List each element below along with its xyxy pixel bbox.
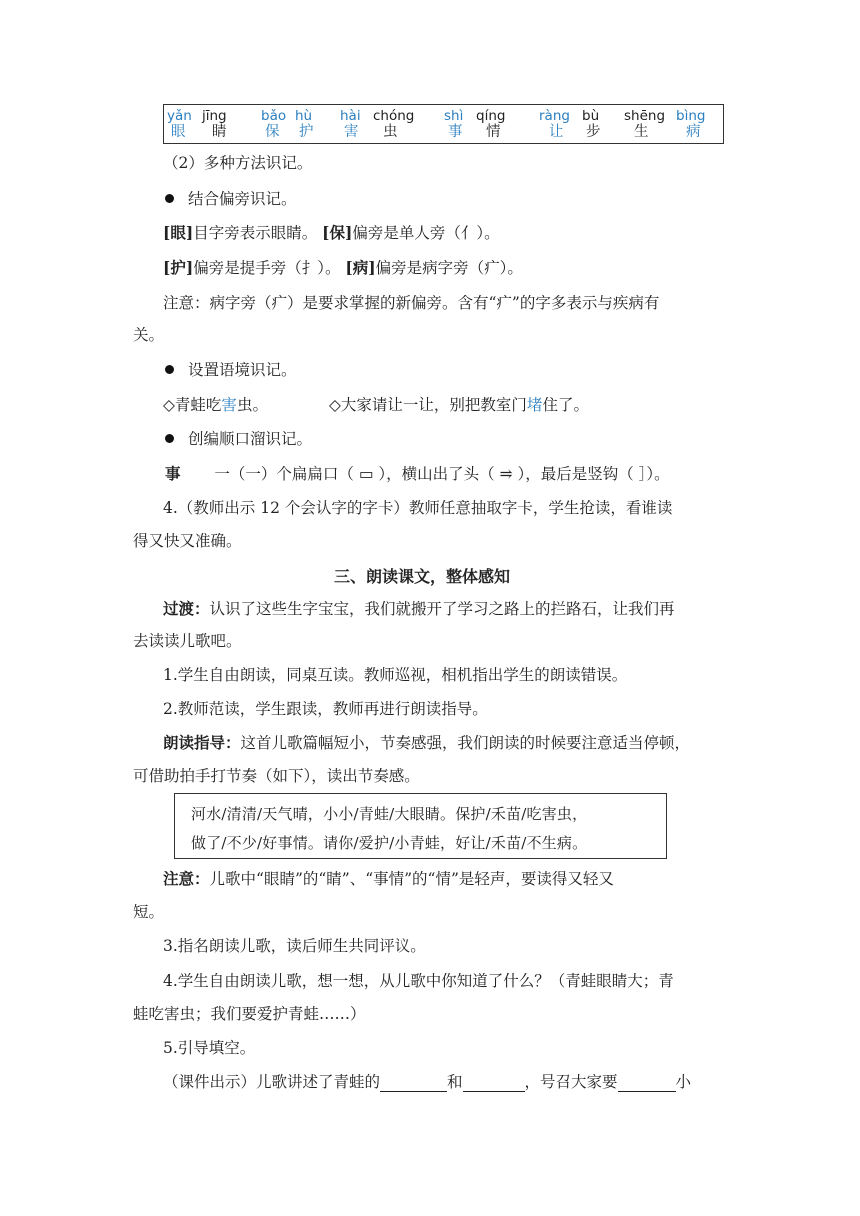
bullet-dot-icon (165, 434, 174, 443)
fill-in-line: （课件出示）儿歌讲述了青蛙的 和 ，号召大家要 小 (163, 1073, 692, 1091)
pinyin-text: jīng (202, 108, 227, 124)
pinyin-cell (167, 108, 192, 140)
hanzi-text: 生 (634, 124, 649, 140)
pinyin-cell (476, 108, 505, 140)
blank-field[interactable] (463, 1075, 525, 1092)
radical-char: 护 (170, 258, 186, 277)
verse-line: 做了/不少/好事情。请你/爱护/小青蛙，好让/禾苗/不生病。 (191, 834, 588, 852)
pinyin-text: qíng (476, 108, 506, 124)
radical-desc: 偏旁是单人旁（亻）。 (352, 224, 500, 242)
hanzi-text: 护 (299, 124, 314, 140)
note2-line1: 注意：儿歌中“眼睛”的“睛”、“事情”的“情”是轻声，要读得又轻又 (163, 869, 614, 888)
bullet-text: 设置语境识记。 (188, 361, 297, 379)
step-5: 5.引导填空。 (163, 1039, 256, 1057)
radical-desc: 目字旁表示眼睛。 (193, 224, 318, 242)
context-sentence-2: ◇大家请让一让，别把教室门堵住了。 (329, 396, 589, 414)
item4-line2: 得又快又准确。 (133, 532, 242, 550)
bullet-text: 创编顺口溜识记。 (188, 430, 313, 448)
hanzi-text: 事 (448, 124, 463, 140)
methods-title: （2）多种方法识记。 (163, 154, 313, 172)
step4-line1: 4.学生自由朗读儿歌，想一想，从儿歌中你知道了什么？（青蛙眼睛大；青 (163, 972, 674, 990)
bullet-dot-icon (165, 194, 174, 203)
radical-char: 眼 (170, 223, 186, 242)
radical-desc: 偏旁是病字旁（疒）。 (375, 259, 523, 277)
pinyin-text: bù (582, 108, 600, 124)
section-heading: 三、朗读课文，整体感知 (334, 567, 511, 586)
pinyin-cell (444, 108, 463, 140)
hanzi-text: 情 (486, 124, 501, 140)
hanzi-text: 虫 (383, 124, 398, 140)
hanzi-text: 眼 (171, 124, 186, 140)
radical-desc: 偏旁是提手旁（扌）。 (193, 259, 341, 277)
hanzi-text: 让 (549, 124, 564, 140)
bullet-rhyme (165, 429, 312, 449)
pinyin-text: chóng (373, 108, 415, 124)
note-radical-line1: 注意：病字旁（疒）是要求掌握的新偏旁。含有“疒”的字多表示与疾病有 (163, 294, 660, 312)
rhyme-text: 一（一）个扁扁口（ ▭ ），横山出了头（ ⥤ ），最后是竖钩（ ］）。 (214, 465, 670, 483)
radical-line-1: [眼]目字旁表示眼睛。 [保]偏旁是单人旁（亻）。 (163, 223, 500, 242)
pinyin-text: bǎo (261, 108, 287, 124)
step-3: 3.指名朗读儿歌，读后师生共同评议。 (163, 937, 426, 955)
step-2: 2.教师范读，学生跟读，教师再进行朗读指导。 (163, 700, 488, 718)
transition-line1: 过渡：认识了这些生字宝宝，我们就搬开了学习之路上的拦路石，让我们再 (163, 599, 675, 618)
pinyin-text: shēng (624, 108, 666, 124)
pinyin-cell (202, 108, 227, 140)
pinyin-text: shì (444, 108, 464, 124)
pinyin-cell (624, 108, 665, 140)
step-1: 1.学生自由朗读，同桌互读。教师巡视，相机指出学生的朗读错误。 (163, 666, 628, 684)
pinyin-cell (676, 108, 705, 140)
hanzi-text: 害 (344, 124, 359, 140)
pinyin-text: ràng (539, 108, 570, 124)
pinyin-text: bìng (676, 108, 706, 124)
radical-char: 保 (329, 223, 346, 242)
guide-line1: 朗读指导：这首儿歌篇幅短小，节奏感强，我们朗读的时候要注意适当停顿， (163, 733, 691, 752)
context-sentence-1: ◇青蛙吃害虫。 (163, 396, 268, 414)
hanzi-text: 睛 (212, 124, 227, 140)
note-radical-line2: 关。 (133, 326, 165, 344)
verse-line: 河水/清清/天气晴，小小/青蛙/大眼睛。保护/禾苗/吃害虫， (191, 805, 588, 823)
bullet-radical (165, 189, 297, 209)
blank-field[interactable] (380, 1075, 447, 1092)
pinyin-cell (539, 108, 570, 140)
step4-line2: 蛙吃害虫；我们要爱护青蛙……） (133, 1005, 366, 1023)
radical-line-2: [护]偏旁是提手旁（扌）。 [病]偏旁是病字旁（疒）。 (163, 258, 523, 277)
rhyme-line (165, 464, 670, 484)
hanzi-text: 病 (686, 124, 701, 140)
pinyin-cell (295, 108, 314, 140)
item4-line1: 4.（教师出示 12 个会认字的字卡）教师任意抽取字卡，学生抢读，看谁读 (163, 499, 673, 517)
pinyin-cell (373, 108, 414, 140)
radical-char: 病 (352, 258, 369, 277)
guide-line2: 可借助拍手打节奏（如下），读出节奏感。 (133, 767, 420, 785)
bullet-text: 结合偏旁识记。 (188, 190, 297, 208)
pinyin-cell (340, 108, 361, 140)
blank-field[interactable] (618, 1075, 676, 1092)
transition-line2: 去读读儿歌吧。 (133, 632, 242, 650)
rhyme-char: 事 (165, 464, 181, 483)
hanzi-text: 保 (265, 124, 280, 140)
verse-box (174, 793, 667, 859)
pinyin-text: hài (340, 108, 361, 124)
hanzi-text: 步 (586, 124, 601, 140)
pinyin-cell (261, 108, 286, 140)
pinyin-cell (582, 108, 601, 140)
bullet-dot-icon (165, 365, 174, 374)
note2-line2: 短。 (133, 903, 165, 921)
bullet-context (165, 360, 297, 380)
pinyin-text: yǎn (167, 108, 192, 124)
pinyin-table (163, 104, 724, 144)
pinyin-text: hù (295, 108, 313, 124)
